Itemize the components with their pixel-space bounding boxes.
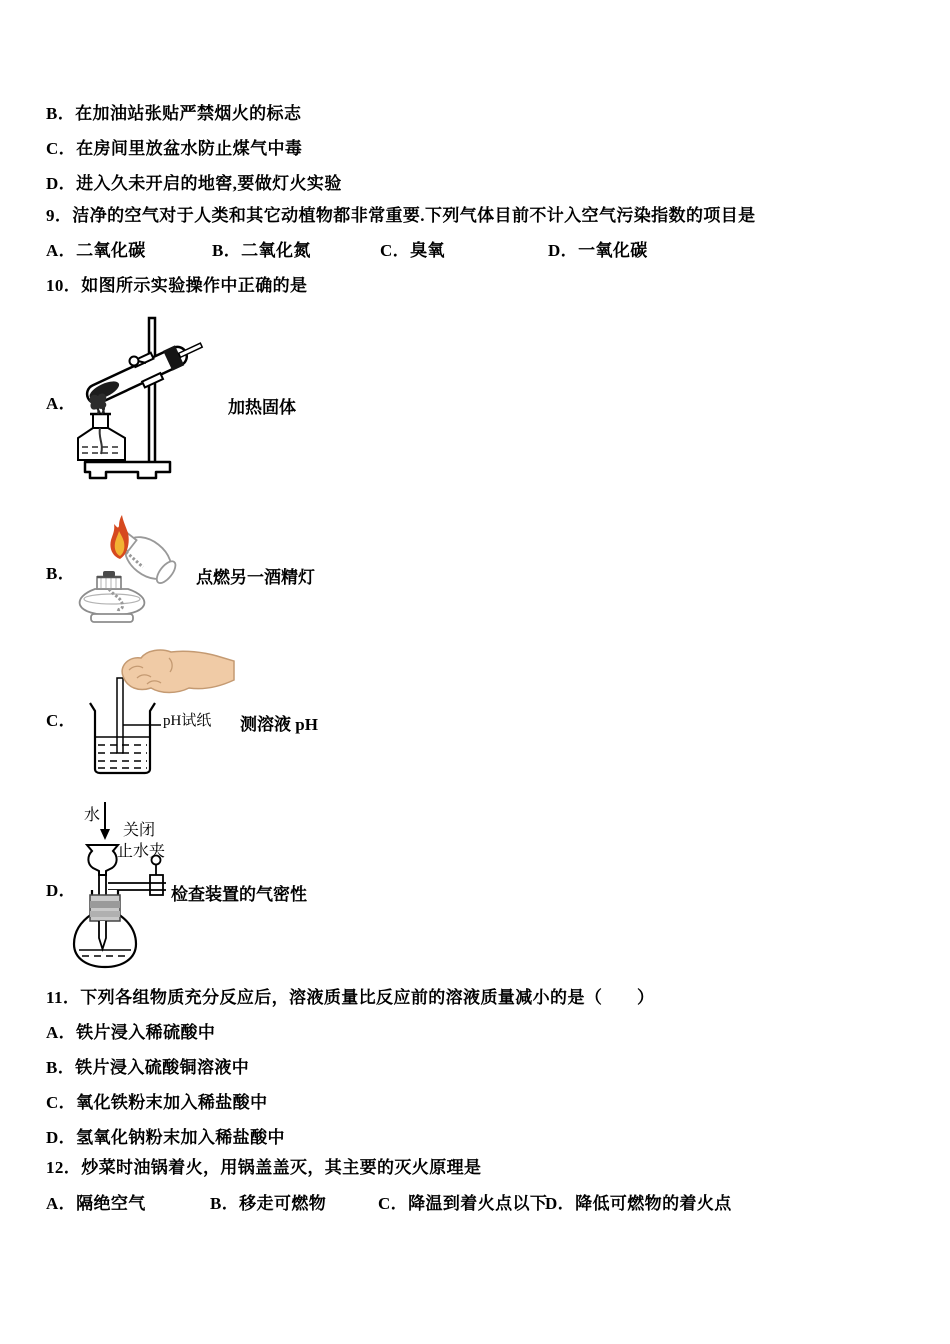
q9-stem: 9．洁净的空气对于人类和其它动植物都非常重要.下列气体目前不计入空气污染指数的项目是	[46, 206, 756, 225]
q12-option-c: C．降温到着火点以下	[378, 1194, 548, 1213]
q8-option-b: B．在加油站张贴严禁烟火的标志	[46, 104, 302, 123]
stopper	[90, 895, 120, 921]
q11-option-d: D．氢氧化钠粉末加入稀盐酸中	[46, 1128, 285, 1147]
pinch-clamp-icon	[150, 856, 163, 896]
q11-option-b: B．铁片浸入硫酸铜溶液中	[46, 1058, 250, 1077]
stop-clamp-label: 止水夹	[117, 843, 166, 860]
flame-icon	[89, 394, 106, 414]
hand	[122, 650, 234, 693]
q11-option-a: A．铁片浸入稀硫酸中	[46, 1023, 216, 1042]
q12-option-b: B．移走可燃物	[210, 1194, 327, 1213]
q9-option-c: C．臭氧	[380, 241, 445, 260]
clamp-screw	[130, 357, 139, 366]
iron-stand-base	[85, 462, 170, 478]
q12-option-d: D．降低可燃物的着火点	[545, 1194, 732, 1213]
q10-d-letter: D．	[46, 881, 77, 900]
ph-paper-label: pH试纸	[163, 713, 212, 729]
q10-c-letter: C．	[46, 711, 77, 730]
close-label: 关闭	[123, 822, 156, 839]
q9-option-b: B．二氧化氮	[212, 241, 311, 260]
q9-option-d: D．一氧化碳	[548, 241, 648, 260]
q10-c-caption: 测溶液 pH	[240, 715, 318, 734]
q10-a-letter: A．	[46, 394, 77, 413]
lamp-knob	[103, 571, 115, 577]
q10-stem: 10．如图所示实验操作中正确的是	[46, 276, 308, 295]
alcohol-lamp-lower	[80, 571, 145, 622]
side-tube	[108, 883, 166, 890]
alcohol-lamp	[78, 414, 125, 460]
q11-option-c: C．氧化铁粉末加入稀盐酸中	[46, 1093, 268, 1112]
q12-option-a: A．隔绝空气	[46, 1194, 146, 1213]
water-label: 水	[84, 807, 101, 824]
q10-a-caption: 加热固体	[228, 398, 296, 417]
q10-b-letter: B．	[46, 564, 76, 583]
iron-stand-rod	[149, 318, 155, 464]
q9-option-a: A．二氧化碳	[46, 241, 146, 260]
q12-stem: 12．炒菜时油锅着火，用锅盖盖灭，其主要的灭火原理是	[46, 1158, 482, 1177]
q8-option-c: C．在房间里放盆水防止煤气中毒	[46, 139, 303, 158]
water-arrow-icon	[100, 802, 110, 840]
diagram-heating-solid	[60, 310, 235, 482]
diagram-measuring-ph	[85, 648, 235, 780]
ph-paper-strip	[117, 678, 123, 753]
q11-stem: 11．下列各组物质充分反应后，溶液质量比反应前的溶液质量减小的是（ ）	[46, 988, 655, 1007]
q10-b-caption: 点燃另一酒精灯	[196, 568, 315, 587]
thistle-funnel	[87, 845, 118, 875]
diagram-lighting-alcohol-lamp	[70, 503, 188, 627]
q8-option-d: D．进入久未开启的地窖,要做灯火实验	[46, 174, 342, 193]
q10-d-caption: 检查装置的气密性	[171, 885, 307, 904]
